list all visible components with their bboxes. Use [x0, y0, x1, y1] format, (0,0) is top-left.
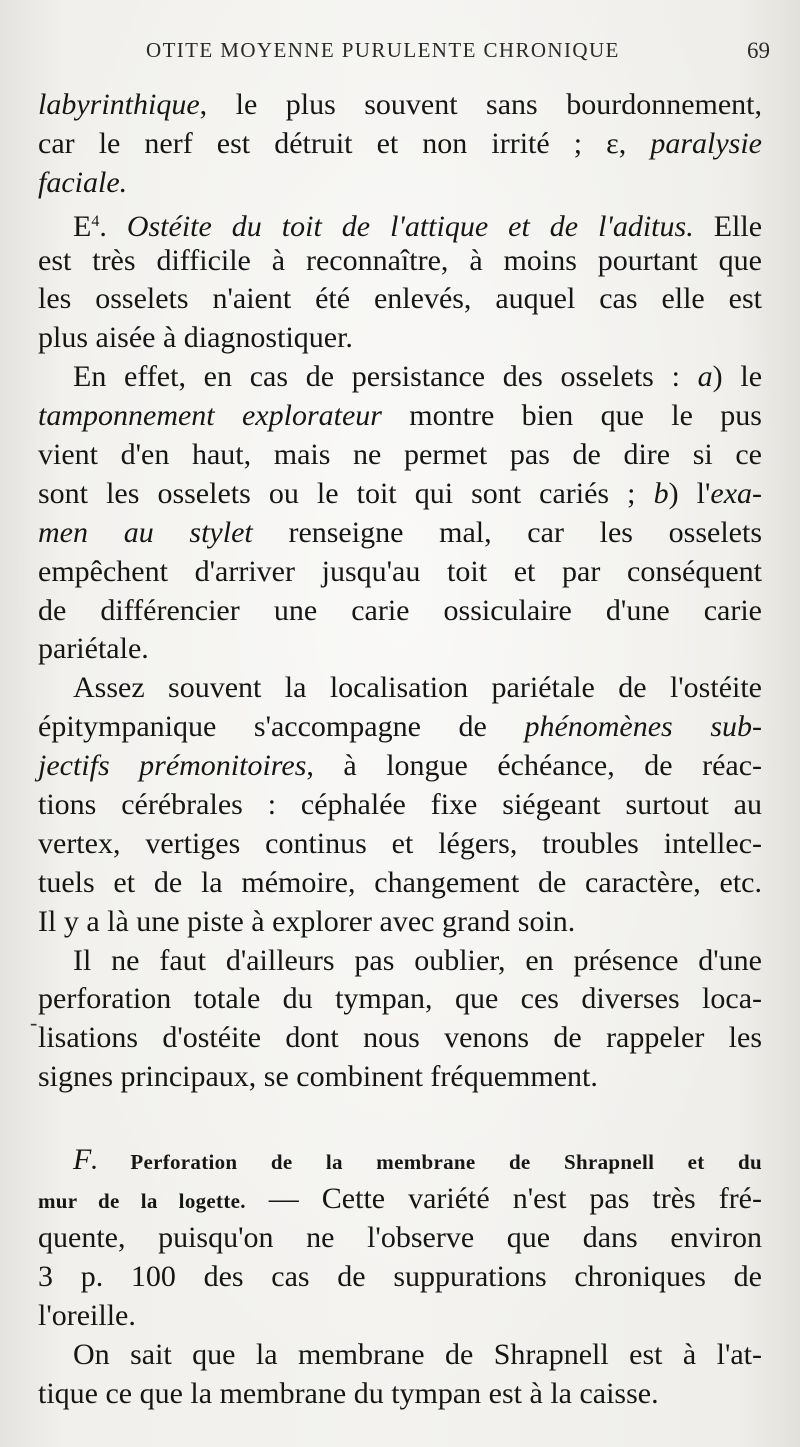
text-line: vient d'en haut, mais ne permet pas de dire si ce: [38, 438, 762, 472]
section-letter: E: [73, 209, 92, 243]
superscript: 4: [91, 212, 100, 230]
paragraph-first-line: Il ne faut d'ailleurs pas oublier, en présence d'une: [73, 943, 762, 977]
text-line: tique ce que la membrane du tympan est à la caisse.: [38, 1376, 659, 1410]
italic-term: paralysie: [650, 126, 762, 160]
paragraph-first-line: Assez souvent la localisation pariétale de l'ostéite: [73, 671, 762, 705]
section-heading: . Perforation de la membrane de Shrapnell et du: [91, 1150, 762, 1175]
text-line: lisations d'ostéite dont nous venons de rappeler les: [38, 1021, 762, 1055]
italic-term: labyrinthique: [38, 88, 200, 121]
text-line: [38, 397, 762, 436]
italic-term: b: [653, 476, 669, 510]
text-line: [38, 514, 762, 553]
section-letter: F: [73, 1143, 92, 1177]
italic-term: men au stylet: [38, 515, 253, 549]
text-line: [38, 747, 762, 786]
text-run: Elle: [693, 209, 763, 243]
text-line: quente, puisqu'on ne l'observe que dans environ: [38, 1220, 762, 1254]
italic-term: a: [697, 360, 713, 394]
text-line: Il y a là une piste à explorer avec grand soin.: [38, 904, 576, 938]
paragraph-first-line: On sait que la membrane de Shrapnell est à l'at-: [73, 1337, 762, 1371]
text-run: sont les osselets ou le toit qui sont cariés ;: [38, 476, 654, 510]
text-line: l'oreille.: [38, 1298, 136, 1332]
paragraph-first-line: [38, 358, 762, 397]
text-run: .: [99, 209, 127, 243]
text-run: épitympanique s'accompagne de: [38, 710, 525, 744]
italic-term: faciale.: [38, 165, 128, 199]
text-run: En effet, en cas de persistance des osselets :: [73, 360, 698, 394]
text-run: , le plus souvent sans bourdonnement,: [199, 88, 762, 121]
text-line: de différencier une carie ossiculaire d'une carie: [38, 593, 762, 627]
section-spacer: [38, 1097, 762, 1141]
subsection-title: Ostéite du toit de l'attique et de l'aditus.: [126, 209, 694, 243]
italic-term: phénomènes sub-: [524, 710, 763, 744]
text-run: — Cette variété n'est pas très fré-: [245, 1182, 762, 1216]
text-run: ) l': [668, 476, 711, 510]
text-line: signes principaux, se combinent fréquemment.: [38, 1060, 598, 1094]
text-line: perforation totale du tympan, que ces diverses loca-: [38, 982, 762, 1016]
text-line: les osselets n'aient été enlevés, auquel cas elle est: [38, 282, 762, 316]
text-run: car le nerf est détruit et non irrité ; ε,: [38, 126, 651, 160]
section-heading: mur de la logette.: [38, 1189, 246, 1214]
text-run: , à longue échéance, de réac-: [306, 749, 763, 783]
italic-term: exa-: [710, 476, 762, 510]
page-number: 69: [747, 38, 770, 63]
text-line: [38, 475, 762, 514]
italic-term: tamponnement explorateur: [38, 399, 382, 433]
text-run: ) le: [712, 360, 763, 394]
text-line: tions cérébrales : céphalée fixe siégeant surtout au: [38, 788, 762, 822]
text-line: [38, 708, 762, 747]
margin-mark: -: [30, 1010, 38, 1035]
text-line: [38, 125, 762, 164]
text-run: montre bien que le pus: [381, 399, 762, 433]
text-line: 3 p. 100 des cas de suppurations chroniques de: [38, 1259, 762, 1293]
text-line: empêchent d'arriver jusqu'au toit et par conséquent: [38, 554, 762, 588]
text-line: [38, 1180, 762, 1219]
text-line: tuels et de la mémoire, changement de caractère, etc.: [38, 865, 762, 899]
text-line: est très difficile à reconnaître, à moins pourtant que: [38, 243, 762, 277]
text-line: [38, 86, 762, 125]
body-text: [38, 86, 762, 1413]
text-line: vertex, vertiges continus et légers, troubles intellec-: [38, 826, 762, 860]
text-line: plus aisée à diagnostiquer.: [38, 321, 353, 355]
italic-term: jectifs prémonitoires: [38, 749, 307, 783]
text-line: [38, 164, 762, 203]
text-line: pariétale.: [38, 632, 149, 666]
text-run: renseigne mal, car les osselets: [252, 515, 763, 549]
running-title: OTITE MOYENNE PURULENTE CHRONIQUE: [146, 38, 620, 62]
paragraph-first-line: [38, 203, 762, 242]
section-heading-line: [38, 1141, 762, 1180]
